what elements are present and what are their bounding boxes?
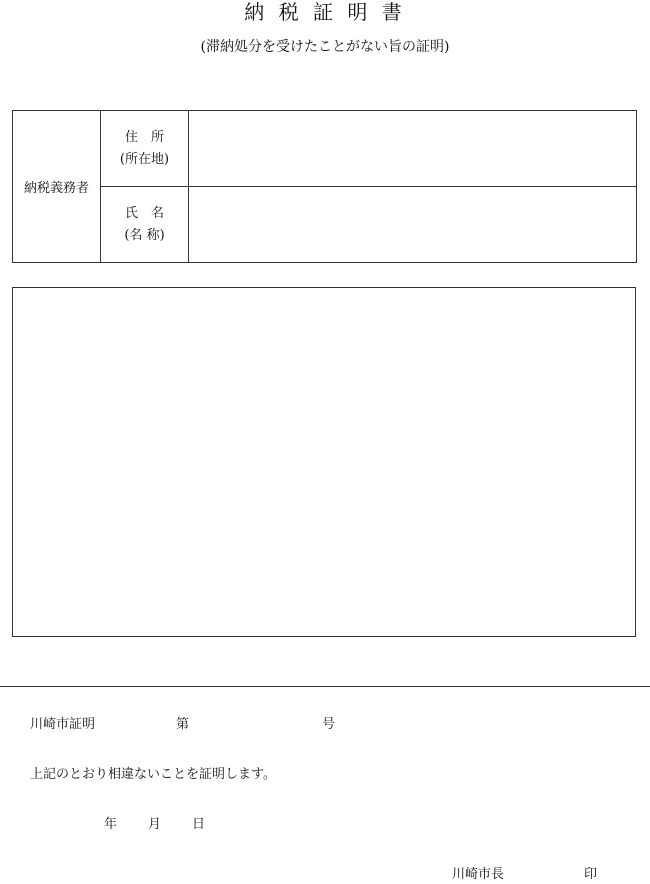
section-divider (0, 686, 650, 687)
address-sublabel: (所在地) (119, 151, 170, 167)
taxpayer-table (12, 110, 637, 263)
seal-label: 印 (584, 867, 598, 882)
name-label: 氏 名 (124, 205, 164, 221)
name-label-cell (101, 187, 189, 263)
month-label: 月 (148, 817, 162, 832)
taxpayer-row-header: 納税義務者 (13, 111, 101, 263)
name-field[interactable] (189, 187, 637, 263)
mayor-label: 川崎市長 (452, 867, 505, 882)
number-prefix: 第 (176, 717, 190, 732)
certificate-content-box[interactable] (12, 287, 636, 637)
day-label: 日 (192, 817, 206, 832)
document-subtitle: (滞納処分を受けたことがない旨の証明) (200, 39, 450, 55)
year-label: 年 (104, 817, 118, 832)
number-suffix: 号 (322, 717, 336, 732)
certification-statement: 上記のとおり相違ないことを証明します。 (30, 767, 276, 782)
document-title: 納 税 証 明 書 (244, 0, 406, 24)
address-field[interactable] (189, 111, 637, 187)
address-label-cell (101, 111, 189, 187)
address-label: 住 所 (124, 129, 164, 145)
issuer-prefix: 川崎市証明 (30, 717, 96, 732)
name-sublabel: (名 称) (124, 227, 165, 243)
